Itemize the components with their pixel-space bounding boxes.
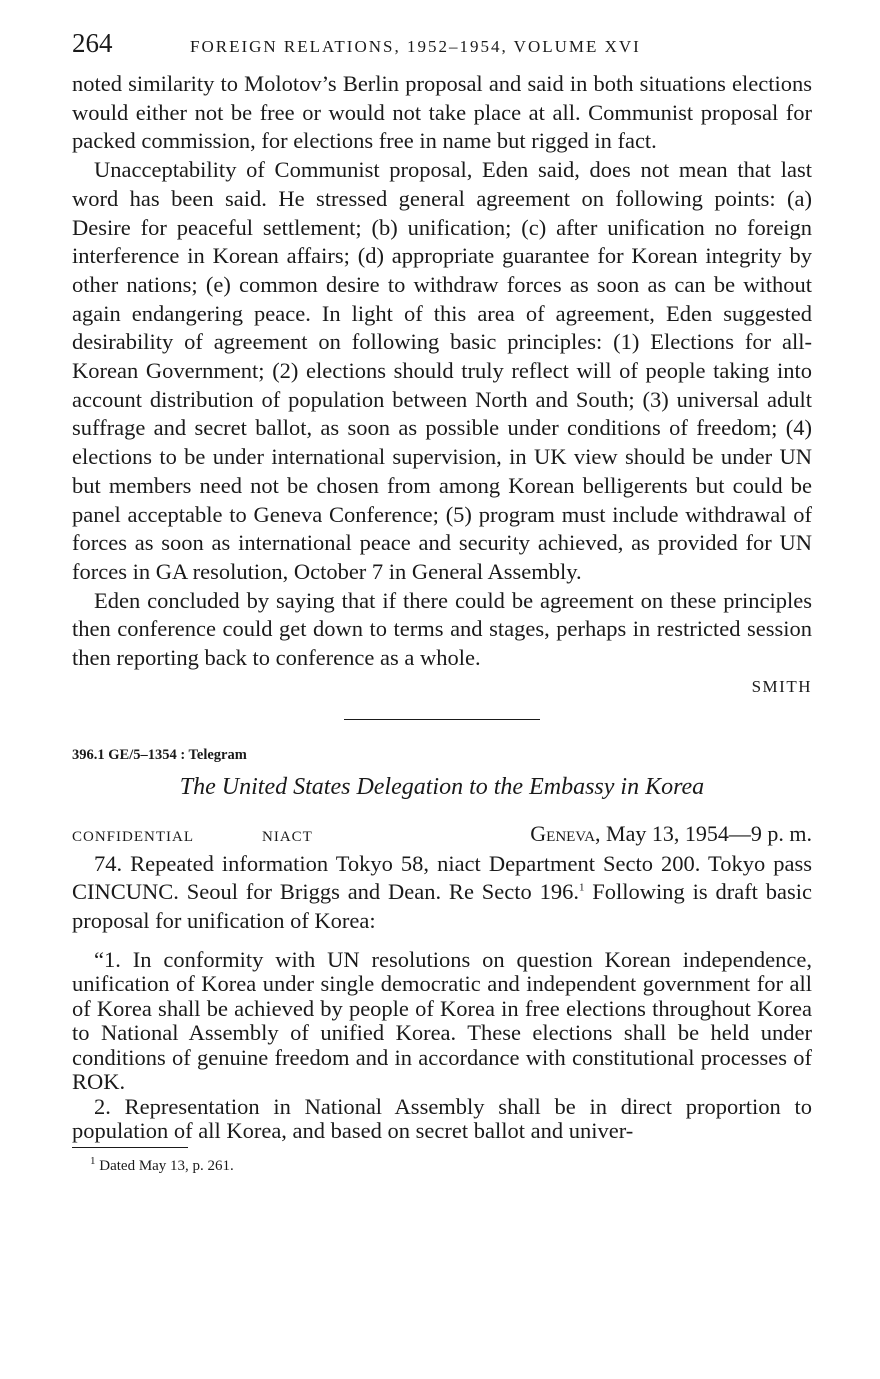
- section-divider: [344, 719, 540, 720]
- place-date: [530, 821, 812, 847]
- footnote-divider: [72, 1147, 188, 1148]
- intro-text-tail: Following is draft basic proposal for unification of Korea:: [72, 879, 812, 934]
- footnote-text: Dated May 13, p. 261.: [95, 1157, 234, 1174]
- paragraph: noted similarity to Molotov’s Berlin proposal and said in both situations elections would either not be free or would not take place at all. Communist proposal for packed commission, for elections free in name but rigged in fact.: [72, 71, 812, 154]
- paragraph: Unacceptability of Communist proposal, Eden said, does not mean that last word has been said. He stressed general agreement on following points: (a) Desire for peaceful settlement; (b) unification; (c) after unification no foreign interference in Korean affairs; (d) appropriate guarantee for Korean integrity by other nations; (e) common desire to withdraw forces as soon as can be without again endangering peace. In light of this area of agreement, Eden suggested desirability of agreement on following basic principles: (1) Elections for all-Korean Government; (2) elections should truly reflect will of people taking into account distribution of population between North and South; (3) universal adult suffrage and secret ballot, as soon as possible under conditions of freedom; (4) elections to be under international supervision, in UK view should be under UN but members need not be chosen from among Korean belligerents but could be panel acceptable to Geneva Conference; (5) program must include withdrawal of forces as soon as international peace and security achieved, as provided for UN forces in GA resolution, October 7 in General Assembly.: [72, 157, 812, 584]
- dateline: [72, 821, 812, 847]
- document-title: The United States Delegation to the Embassy in Korea: [179, 773, 705, 800]
- page-number: 264: [72, 28, 113, 58]
- file-number: 396.1 GE/5–1354 : Telegram: [72, 746, 247, 763]
- proposal-paragraph: “1. In conformity with UN resolutions on question Korean independence, unification of Korea under single democratic and independent government for all of Korea shall be achieved by people of Korea in free elections throughout Korea to National Assembly of unified Korea. These elections shall be held under conditions of genuine freedom and in accordance with constitutional processes of ROK.: [72, 946, 812, 1095]
- date: , May 13, 1954—9 p. m.: [595, 820, 812, 846]
- footnote: [72, 1154, 812, 1175]
- place: Geneva: [530, 820, 596, 846]
- volume-title: FOREIGN RELATIONS, 1952–1954, VOLUME XVI: [190, 37, 641, 56]
- document-page: [72, 28, 812, 1175]
- footnote-marker: 1: [90, 1154, 96, 1167]
- running-head: [72, 28, 812, 64]
- telegram-body: [72, 850, 812, 936]
- proposal-paragraph: 2. Representation in National Assembly shall be in direct proportion to population of all Korea, and based on secret ballot and univer-: [72, 1093, 812, 1144]
- footnote-reference: 1: [578, 881, 585, 894]
- intro-paragraph: [72, 850, 812, 936]
- quoted-proposal: [72, 948, 812, 1144]
- paragraph: Eden concluded by saying that if there could be agreement on these principles then conference could get down to terms and stages, perhaps in restricted session then reporting back to conference as a whole.: [72, 587, 812, 671]
- precedence-label: NIACT: [262, 828, 313, 845]
- intro-text: 74. Repeated information Tokyo 58, niact Department Secto 200. Tokyo pass CINCUNC. Seoul for Briggs and Dean. Re Secto 196.: [72, 850, 812, 905]
- previous-document-body: [72, 70, 812, 673]
- classification-label: CONFIDENTIAL: [72, 828, 194, 845]
- signature: SMITH: [751, 676, 812, 696]
